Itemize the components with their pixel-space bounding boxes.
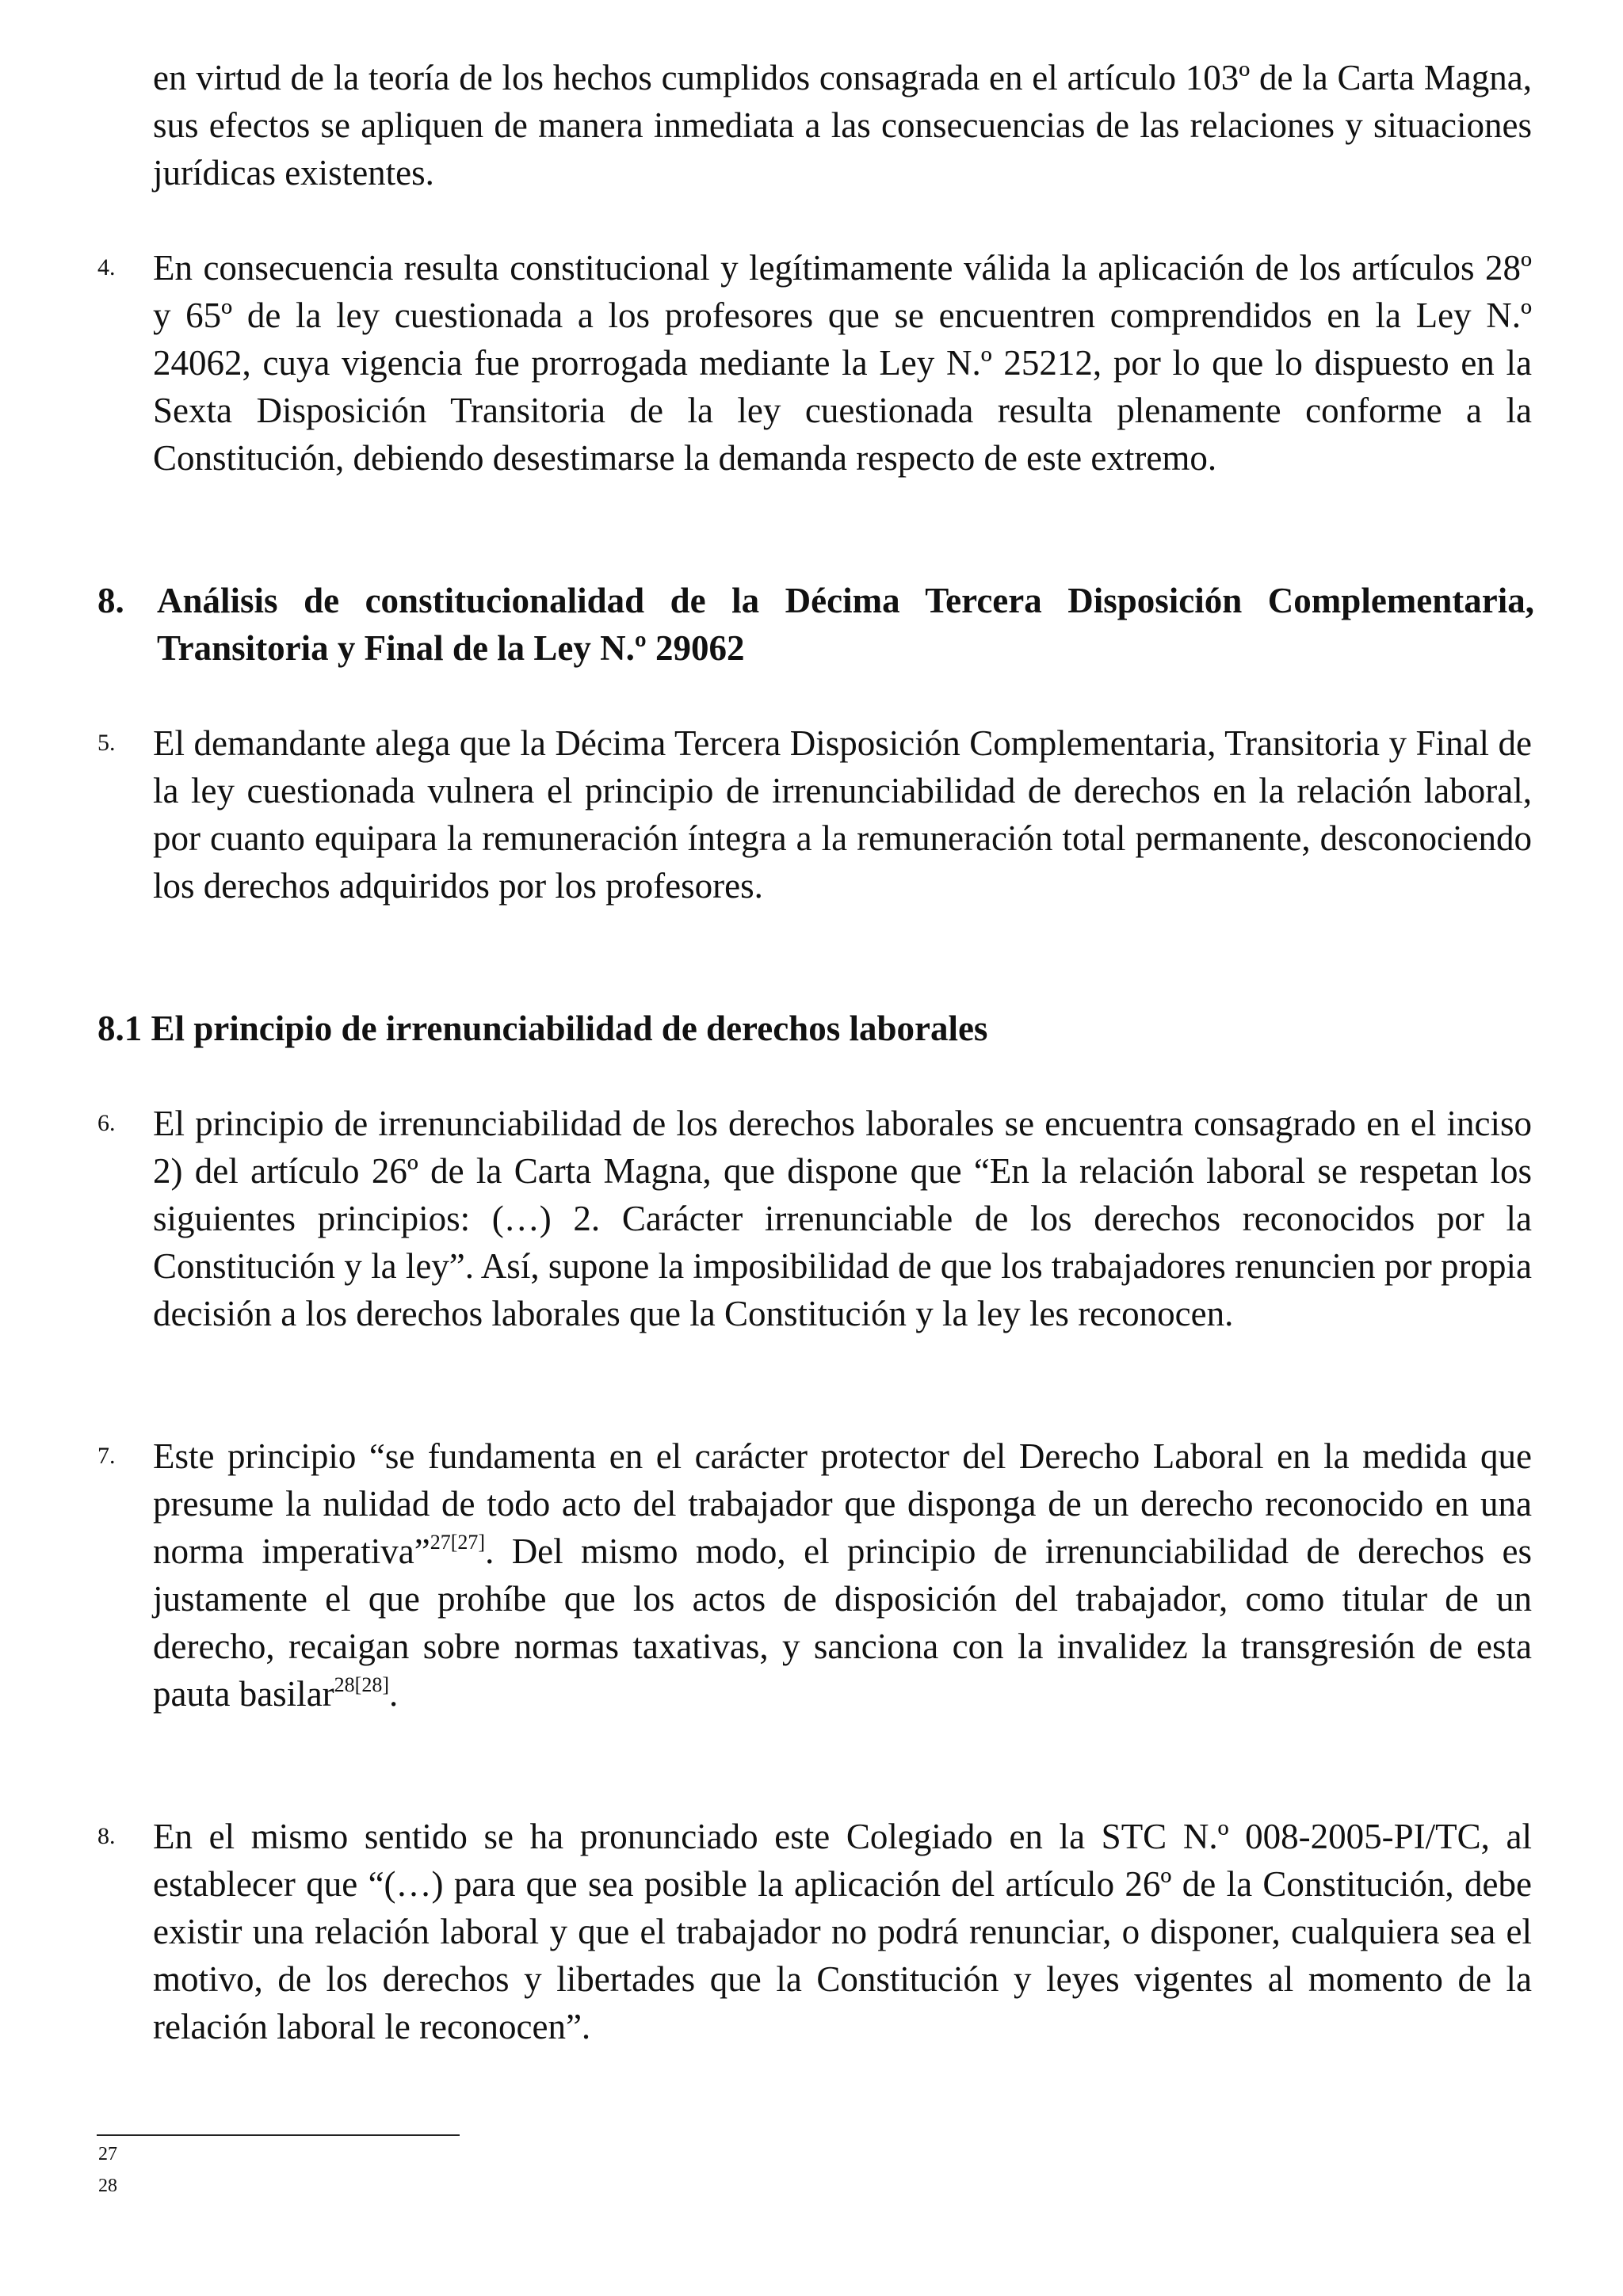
paragraph-number-4: 4. <box>97 254 116 280</box>
paragraph-5: El demandante alega que la Décima Tercera Disposición Complementaria, Transitoria y Final de la ley cuestionada vulnera el principio de irrenunciabilidad de derechos en la relación laboral, por cuanto equipara la remuneración íntegra a la remuneración total permanente, desconociendo los derechos adquiridos por los profesores. <box>153 723 1532 906</box>
paragraph-number-6: 6. <box>97 1110 116 1136</box>
paragraph-8: En el mismo sentido se ha pronunciado este Colegiado en la STC N.º 008-2005-PI/TC, al establecer que “(…) para que sea posible la aplicación del artículo 26º de la Constitución, debe existir una relación laboral y que el trabajador no podrá renunciar, o disponer, cualquiera sea el motivo, de los derechos y libertades que la Constitución y leyes vigentes al momento de la relación laboral le reconocen”. <box>153 1817 1532 2046</box>
section-8-number: 8. <box>97 581 124 620</box>
paragraph-number-8: 8. <box>97 1823 116 1849</box>
section-8-1-heading: 8.1 El principio de irrenunciabilidad de derechos laborales <box>97 1009 988 1048</box>
section-8-heading: Análisis de constitucionalidad de la Décima Tercera Disposición Complementaria, Transitoria y Final de la Ley N.º 29062 <box>157 581 1534 668</box>
paragraph-4: En consecuencia resulta constitucional y legítimamente válida la aplicación de los artículos 28º y 65º de la ley cuestionada a los profesores que se encuentren comprendidos en la Ley N.º 24062, cuya vigencia fue prorrogada mediante la Ley N.º 25212, por lo que lo dispuesto en la Sexta Disposición Transitoria de la ley cuestionada resulta plenamente conforme a la Constitución, debiendo desestimarse la demanda respecto de este extremo. <box>153 248 1532 478</box>
paragraph-number-7: 7. <box>97 1443 116 1469</box>
paragraph-number-5: 5. <box>97 730 116 756</box>
footnote-27: 27 <box>98 2144 117 2164</box>
footnote-ref-28[interactable]: 28[28] <box>334 1673 389 1696</box>
paragraph-7-text-c: . <box>388 1674 399 1714</box>
footnote-separator <box>97 2134 460 2136</box>
footnote-28: 28 <box>98 2176 117 2196</box>
paragraph-7-text-a: Este principio “se fundamenta en el carácter protector del Derecho Laboral en la medida que presume la nulidad de todo acto del trabajador que disponga de un derecho reconocido en una norma imperativa” <box>153 1436 1532 1571</box>
paragraph-7 <box>153 1432 1532 1718</box>
paragraph-6: El principio de irrenunciabilidad de los derechos laborales se encuentra consagrado en el inciso 2) del artículo 26º de la Carta Magna, que dispone que “En la relación laboral se respetan los siguientes principios: (…) 2. Carácter irrenunciable de los derechos reconocidos por la Constitución y la ley”. Así, supone la imposibilidad de que los trabajadores renuncien por propia decisión a los derechos laborales que la Constitución y la ley les reconocen. <box>153 1104 1532 1333</box>
paragraph-7-text-b: . Del mismo modo, el principio de irrenunciabilidad de derechos es justamente el que prohíbe que los actos de disposición del trabajador, como titular de un derecho, recaigan sobre normas taxativas, y sanciona con la invalidez la transgresión de esta pauta basilar <box>153 1531 1532 1714</box>
footnote-ref-27[interactable]: 27[27] <box>430 1531 486 1554</box>
paragraph-continuation: en virtud de la teoría de los hechos cumplidos consagrada en el artículo 103º de la Carta Magna, sus efectos se apliquen de manera inmediata a las consecuencias de las relaciones y situaciones jurídicas existentes. <box>153 58 1532 193</box>
